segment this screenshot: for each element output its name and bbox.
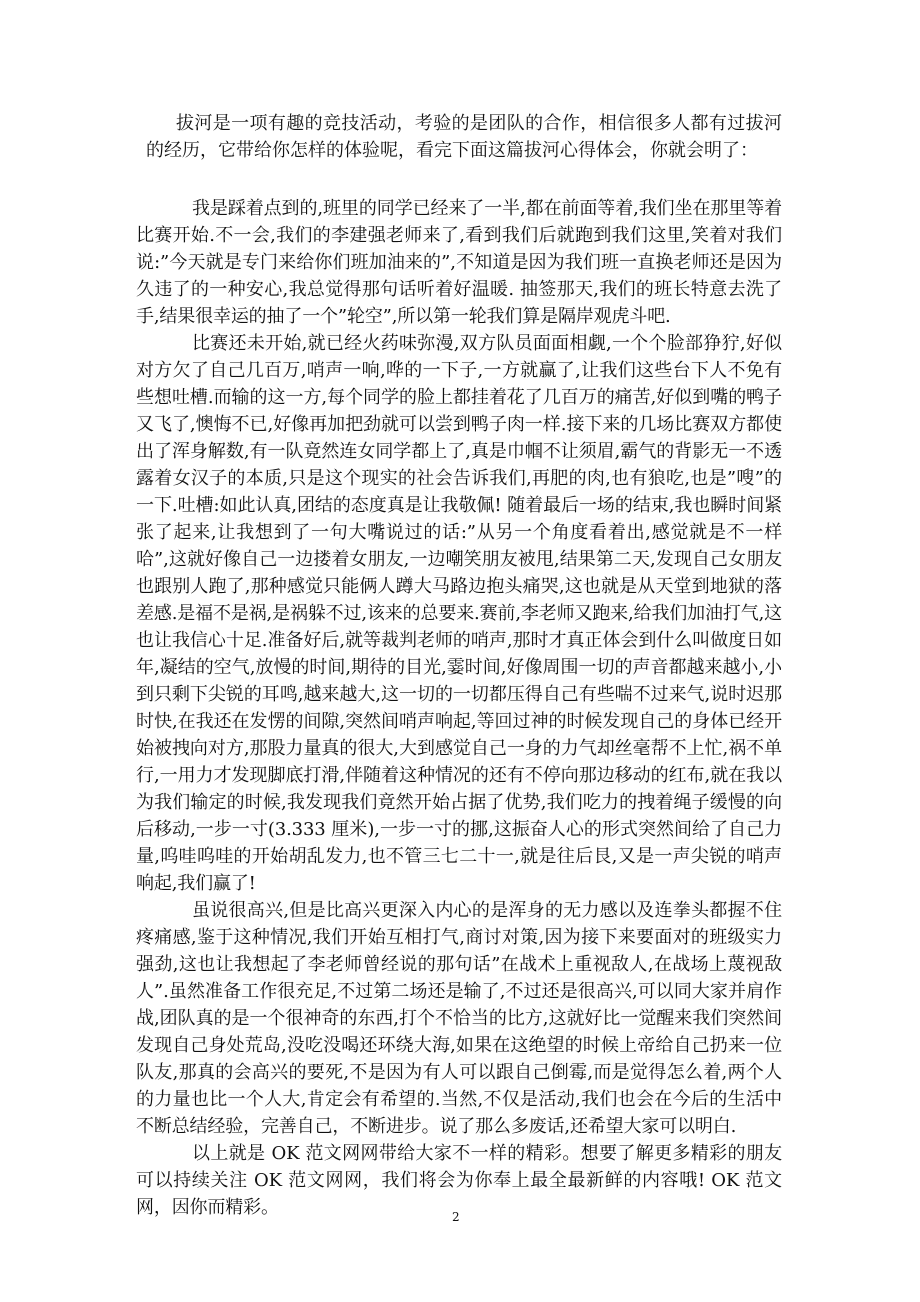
closing-paragraph: 以上就是 OK 范文网网带给大家不一样的精彩。想要了解更多精彩的朋友可以持续关注 OK 范文网网，我们将会为你奉上最全最新鲜的内容哦! OK 范文网，因你而精彩。 [136, 1143, 782, 1218]
body-paragraph-3: 虽说很高兴,但是比高兴更深入内心的是浑身的无力感以及连拳头都握不住疼痛感,鉴于这种情况,我们开始互相打气,商讨对策,因为接下来要面对的班级实力强劲,这也让我想起了李老师曾经说的那句话”在战术上重视敌人,在战场上蔑视敌人”.虽然准备工作很充足,不过第二场还是输了,不过还是很高兴,可以同大家并肩作战,团队真的是一个很神奇的东西,打个不恰当的比方,这就好比一觉醒来我们突然间发现自己身处荒岛,没吃没喝还环绕大海,如果在这绝望的时候上帝给自己扔来一位队友,那真的会高兴的要死,不是因为有人可以跟自己倒霉,而是觉得怎么着,两个人的力量也比一个人大,肯定会有希望的.当然,不仅是活动,我们也会在今后的生活中不断总结经验，完善自己，不断进步。说了那么多废话,还希望大家可以明白. [136, 900, 782, 1137]
page-number: 2 [452, 1210, 460, 1224]
document-body [134, 110, 782, 1221]
body-paragraph-2: 比赛还未开始,就已经火药味弥漫,双方队员面面相觑,一个个脸部狰狞,好似对方欠了自己几百万,哨声一响,哗的一下子,一方就赢了,让我们这些台下人不免有些想吐槽.而输的这一方,每个同学的脸上都挂着花了几百万的痛苦,好似到嘴的鸭子又飞了,懊悔不已,好像再加把劲就可以尝到鸭子肉一样.接下来的几场比赛双方都使出了浑身解数,有一队竟然连女同学都上了,真是巾帼不让须眉,霸气的背影无一不透露着女汉子的本质,只是这个现实的社会告诉我们,再肥的肉,也有狼吃,也是”嗖”的一下.吐槽:如此认真,团结的态度真是让我敬佩! 随着最后一场的结束,我也瞬时间紧张了起来,让我想到了一句大嘴说过的话:”从另一个角度看着出,感觉就是不一样哈”,这就好像自己一边搂着女朋友,一边嘲笑朋友被甩,结果第二天,发现自己女朋友也跟别人跑了,那种感觉只能俩人蹲大马路边抱头痛哭,这也就是从天堂到地狱的落差感.是福不是祸,是祸躲不过,该来的总要来.赛前,李老师又跑来,给我们加油打气,这也让我信心十足.准备好后,就等裁判老师的哨声,那时才真正体会到什么叫做度日如年,凝结的空气,放慢的时间,期待的目光,霎时间,好像周围一切的声音都越来越小,小到只剩下尖锐的耳鸣,越来越大,这一切的一切都压得自己有些喘不过来气,说时迟那时快,在我还在发愣的间隙,突然间哨声响起,等回过神的时候发现自己的身体已经开始被拽向对方,那股力量真的很大,大到感觉自己一身的力气却丝毫帮不上忙,祸不单行,一用力才发现脚底打滑,伴随着这种情况的还有不停向那边移动的红布,就在我以为我们输定的时候,我发现我们竟然开始占据了优势,我们吃力的拽着绳子缓慢的向后移动,一步一寸(3.333 厘米),一步一寸的挪,这振奋人心的形式突然间给了自己力量,呜哇呜哇的开始胡乱发力,也不管三七二十一,就是往后艮,又是一声尖锐的哨声响起,我们赢了! [136, 333, 782, 894]
intro-paragraph: 拔河是一项有趣的竞技活动，考验的是团队的合作，相信很多人都有过拔河的经历，它带给你怎样的体验呢，看完下面这篇拔河心得体会，你就会明了： [146, 113, 782, 161]
body-paragraph-1: 我是踩着点到的,班里的同学已经来了一半,都在前面等着,我们坐在那里等着比赛开始.不一会,我们的李建强老师来了,看到我们后就跑到我们这里,笑着对我们说:”今天就是专门来给你们班加油来的”,不知道是因为我们班一直换老师还是因为久违了的一种安心,我总觉得那句话听着好温暖. 抽签那天,我们的班长特意去洗了手,结果很幸运的抽了一个”轮空”,所以第一轮我们算是隔岸观虎斗吧. [136, 198, 782, 327]
